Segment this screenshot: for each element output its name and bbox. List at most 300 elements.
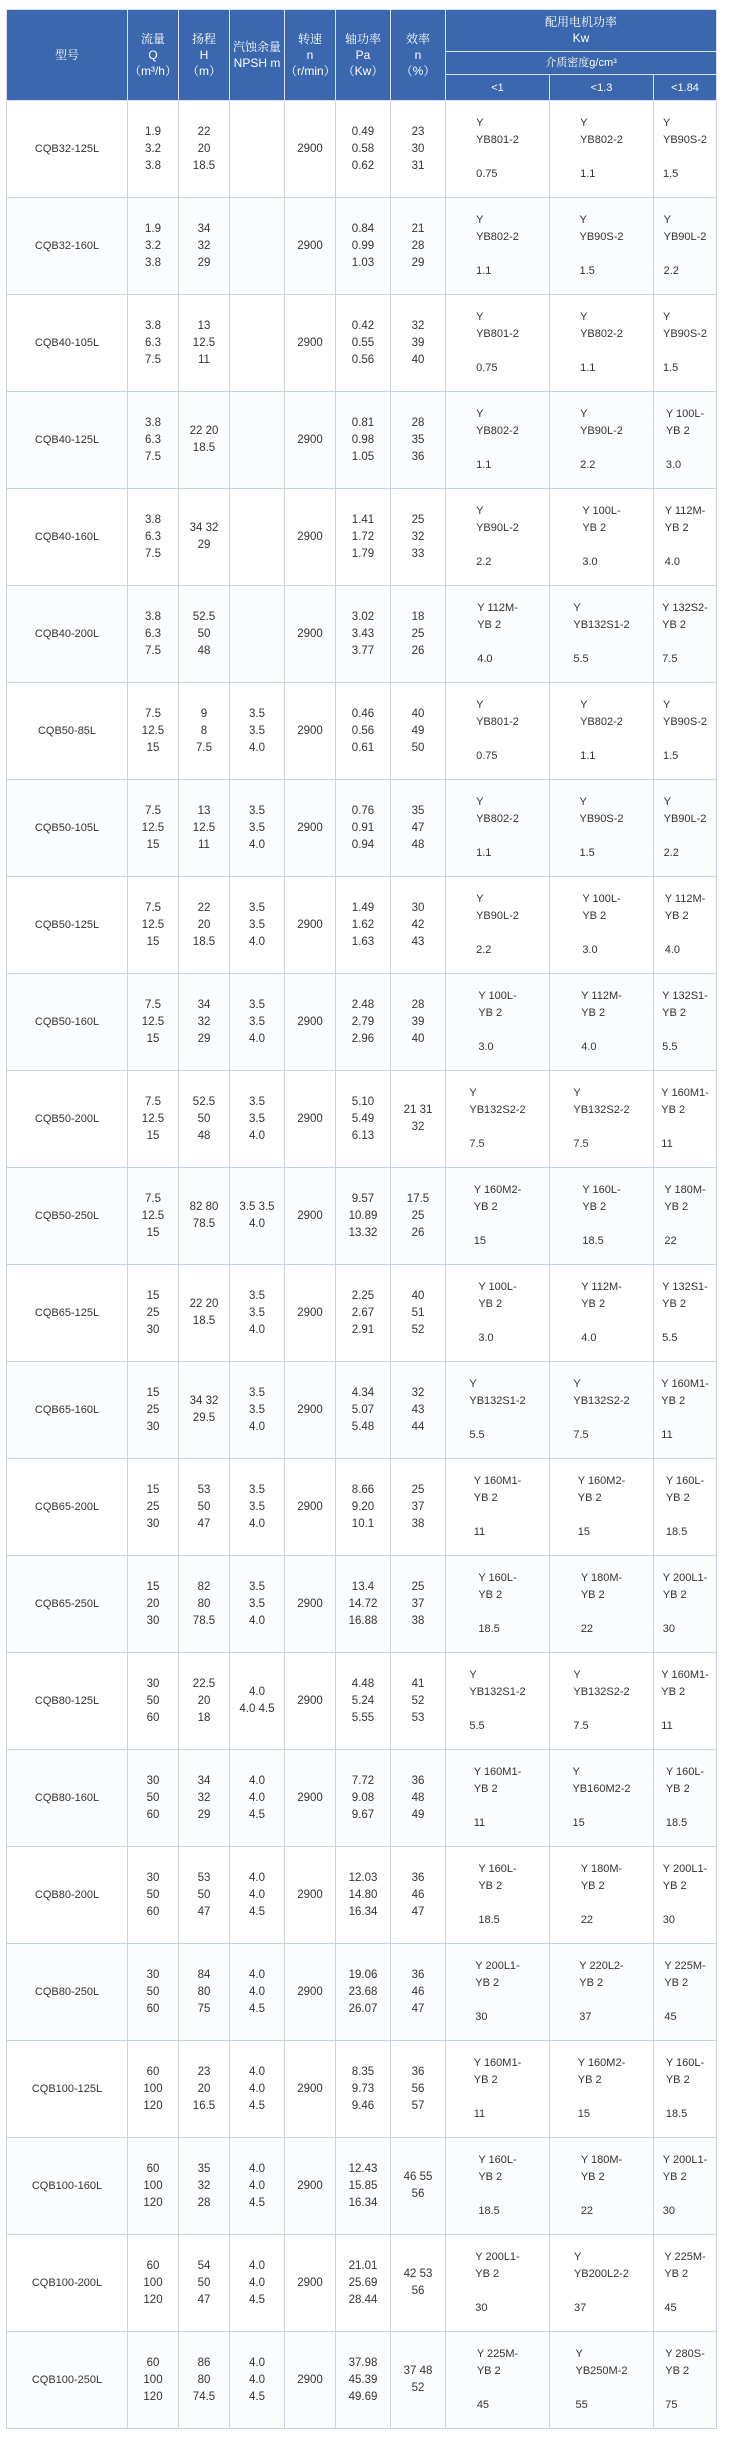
- cell-motor-density-lt-1: [446, 1168, 550, 1265]
- cell-motor-density-lt-1-84: [654, 683, 717, 780]
- cell-motor-density-lt-1-84: [654, 780, 717, 877]
- cell-shaft-power: 8.35 9.73 9.46: [336, 2041, 391, 2138]
- motor-model-text: Y 280S- YB 2 75: [665, 2348, 705, 2411]
- cell-shaft-power: 0.84 0.99 1.03: [336, 198, 391, 295]
- cell-motor-density-lt-1-84: [654, 392, 717, 489]
- motor-model-text: Y 160M1- YB 2 11: [473, 1766, 522, 1829]
- cell-motor-density-lt-1-3: [550, 780, 654, 877]
- cell-efficiency: 17.5 25 26: [391, 1168, 446, 1265]
- motor-model-text: CQB65-160L: [34, 1403, 100, 1416]
- cell-speed: 2900: [285, 1653, 336, 1750]
- motor-model-text: Y 200L1- YB 2 30: [475, 1960, 520, 2023]
- cell-efficiency: 25 32 33: [391, 489, 446, 586]
- cell-motor-density-lt-1-84: [654, 101, 717, 198]
- cell-motor-density-lt-1-3: [550, 877, 654, 974]
- cell-motor-density-lt-1: [446, 489, 550, 586]
- header-motor-power-unit: Kw: [572, 31, 590, 46]
- cell-motor-density-lt-1-3: [550, 1265, 654, 1362]
- table-row: [7, 1362, 717, 1459]
- cell-shaft-power: 1.49 1.62 1.63: [336, 877, 391, 974]
- cell-head: 34 32 29.5: [179, 1362, 230, 1459]
- cell-speed: 2900: [285, 1265, 336, 1362]
- motor-model-text: Y 112M- YB 2 4.0: [581, 1281, 622, 1344]
- cell-efficiency: 40 49 50: [391, 683, 446, 780]
- cell-speed: 2900: [285, 1944, 336, 2041]
- motor-model-text: Y YB802-2 1.1: [580, 311, 623, 374]
- cell-speed: 2900: [285, 1459, 336, 1556]
- cell-npsh: 3.5 3.5 4.0: [230, 974, 285, 1071]
- cell-speed: 2900: [285, 877, 336, 974]
- table-row: [7, 295, 717, 392]
- motor-model-text: Y 200L1- YB 2 30: [662, 1863, 708, 1926]
- cell-speed: 2900: [285, 198, 336, 295]
- table-row: [7, 1556, 717, 1653]
- cell-speed: 2900: [285, 2235, 336, 2332]
- cell-efficiency: 36 56 57: [391, 2041, 446, 2138]
- cell-shaft-power: 3.02 3.43 3.77: [336, 586, 391, 683]
- cell-model: [7, 2235, 128, 2332]
- cell-motor-density-lt-1: [446, 2332, 550, 2429]
- motor-model-text: Y 100L- YB 2 3.0: [478, 1281, 517, 1344]
- motor-model-text: Y YB90L-2 2.2: [476, 505, 519, 568]
- cell-motor-density-lt-1-84: [654, 974, 717, 1071]
- motor-model-text: Y YB90L-2 2.2: [580, 408, 623, 471]
- cell-npsh: 4.0 4.0 4.5: [230, 2138, 285, 2235]
- motor-model-text: Y YB90L-2 2.2: [476, 893, 519, 956]
- cell-motor-density-lt-1-3: [550, 1847, 654, 1944]
- header-motor-power: [446, 10, 717, 52]
- motor-model-text: Y YB132S2-2 7.5: [573, 1669, 630, 1732]
- cell-head: 34 32 29: [179, 1750, 230, 1847]
- cell-npsh: 3.5 3.5 4.0: [230, 1459, 285, 1556]
- cell-head: 53 50 47: [179, 1459, 230, 1556]
- motor-model-text: Y 180M- YB 2 22: [664, 1184, 706, 1247]
- motor-model-text: Y 180M- YB 2 22: [580, 2154, 623, 2217]
- motor-model-text: Y 132S1- YB 2 5.5: [662, 1281, 708, 1344]
- cell-model: [7, 2041, 128, 2138]
- motor-model-text: CQB32-125L: [34, 142, 100, 155]
- motor-model-text: Y 132S1- YB 2 5.5: [662, 990, 708, 1053]
- cell-head: 35 32 28: [179, 2138, 230, 2235]
- cell-model: [7, 1750, 128, 1847]
- cell-model: [7, 489, 128, 586]
- motor-model-text: Y YB132S2-2 7.5: [573, 1378, 630, 1441]
- cell-model: [7, 101, 128, 198]
- motor-model-text: Y YB132S2-2 7.5: [469, 1087, 526, 1150]
- cell-efficiency: 40 51 52: [391, 1265, 446, 1362]
- cell-npsh: [230, 198, 285, 295]
- motor-model-text: Y 160L- YB 2 18.5: [665, 2057, 705, 2120]
- header-head: 扬程 H （m）: [179, 10, 230, 101]
- cell-flow: 15 25 30: [128, 1265, 179, 1362]
- cell-model: [7, 1071, 128, 1168]
- cell-efficiency: 32 39 40: [391, 295, 446, 392]
- cell-shaft-power: 0.81 0.98 1.05: [336, 392, 391, 489]
- motor-model-text: Y YB90S-2 1.5: [663, 117, 708, 180]
- cell-flow: 1.9 3.2 3.8: [128, 198, 179, 295]
- cell-flow: 3.8 6.3 7.5: [128, 586, 179, 683]
- motor-model-text: CQB65-125L: [34, 1306, 100, 1319]
- table-body: [7, 101, 717, 2429]
- cell-motor-density-lt-1: [446, 1944, 550, 2041]
- cell-model: [7, 683, 128, 780]
- cell-motor-density-lt-1-84: [654, 198, 717, 295]
- motor-model-text: Y 160M1- YB 2 11: [473, 2057, 522, 2120]
- table-row: [7, 974, 717, 1071]
- cell-motor-density-lt-1-84: [654, 489, 717, 586]
- cell-flow: 15 25 30: [128, 1362, 179, 1459]
- table-row: [7, 2332, 717, 2429]
- cell-speed: 2900: [285, 1362, 336, 1459]
- motor-model-text: CQB50-125L: [34, 918, 100, 931]
- cell-shaft-power: 37.98 45.39 49.69: [336, 2332, 391, 2429]
- motor-model-text: Y 112M- YB 2 4.0: [477, 602, 518, 665]
- cell-motor-density-lt-1-84: [654, 2332, 717, 2429]
- cell-model: [7, 2332, 128, 2429]
- cell-shaft-power: 0.49 0.58 0.62: [336, 101, 391, 198]
- cell-flow: 15 20 30: [128, 1556, 179, 1653]
- cell-head: 53 50 47: [179, 1847, 230, 1944]
- motor-model-text: Y YB90S-2 1.5: [579, 214, 624, 277]
- motor-model-text: Y 100L- YB 2 3.0: [665, 408, 705, 471]
- cell-speed: 2900: [285, 2041, 336, 2138]
- table-row: [7, 1265, 717, 1362]
- cell-motor-density-lt-1-84: [654, 1653, 717, 1750]
- motor-model-text: Y 100L- YB 2 3.0: [582, 505, 621, 568]
- cell-motor-density-lt-1-3: [550, 1653, 654, 1750]
- cell-flow: 1.9 3.2 3.8: [128, 101, 179, 198]
- cell-shaft-power: 0.76 0.91 0.94: [336, 780, 391, 877]
- cell-npsh: [230, 392, 285, 489]
- cell-motor-density-lt-1-84: [654, 1459, 717, 1556]
- motor-model-text: Y 160L- YB 2 18.5: [478, 1863, 517, 1926]
- cell-motor-density-lt-1-84: [654, 2138, 717, 2235]
- cell-model: [7, 1944, 128, 2041]
- cell-motor-density-lt-1-84: [654, 1944, 717, 2041]
- cell-shaft-power: 4.48 5.24 5.55: [336, 1653, 391, 1750]
- cell-head: 22 20 18.5: [179, 877, 230, 974]
- header-density: 介质密度g/cm³: [446, 51, 717, 75]
- motor-model-text: CQB100-250L: [31, 2373, 103, 2386]
- cell-model: [7, 1653, 128, 1750]
- motor-model-text: Y 160M2- YB 2 15: [577, 1475, 626, 1538]
- cell-model: [7, 974, 128, 1071]
- cell-model: [7, 1847, 128, 1944]
- motor-model-text: CQB65-200L: [34, 1500, 100, 1513]
- cell-shaft-power: 2.25 2.67 2.91: [336, 1265, 391, 1362]
- cell-motor-density-lt-1-84: [654, 1362, 717, 1459]
- motor-model-text: Y YB90L-2 2.2: [663, 214, 707, 277]
- cell-motor-density-lt-1-3: [550, 295, 654, 392]
- cell-shaft-power: 0.42 0.55 0.56: [336, 295, 391, 392]
- header-shaft-power: 轴功率 Pa （Kw）: [336, 10, 391, 101]
- cell-flow: 30 50 60: [128, 1944, 179, 2041]
- table-row: [7, 198, 717, 295]
- cell-motor-density-lt-1-3: [550, 2332, 654, 2429]
- table-row: [7, 101, 717, 198]
- cell-flow: 60 100 120: [128, 2235, 179, 2332]
- table-row: [7, 1750, 717, 1847]
- cell-motor-density-lt-1: [446, 1653, 550, 1750]
- motor-model-text: CQB50-160L: [34, 1015, 100, 1028]
- cell-model: [7, 1362, 128, 1459]
- cell-motor-density-lt-1: [446, 198, 550, 295]
- motor-model-text: CQB80-125L: [34, 1694, 100, 1707]
- cell-motor-density-lt-1-84: [654, 2235, 717, 2332]
- cell-motor-density-lt-1: [446, 1847, 550, 1944]
- cell-motor-density-lt-1-84: [654, 1071, 717, 1168]
- table-row: [7, 683, 717, 780]
- motor-model-text: Y 200L1- YB 2 30: [475, 2251, 520, 2314]
- motor-model-text: CQB80-250L: [34, 1985, 100, 1998]
- motor-model-text: Y YB802-2 1.1: [476, 796, 519, 859]
- cell-motor-density-lt-1-84: [654, 1556, 717, 1653]
- motor-model-text: Y YB132S1-2 5.5: [469, 1378, 526, 1441]
- cell-motor-density-lt-1-84: [654, 1168, 717, 1265]
- motor-model-text: Y YB802-2 1.1: [580, 117, 623, 180]
- motor-model-text: Y 132S2- YB 2 7.5: [662, 602, 708, 665]
- cell-flow: 15 25 30: [128, 1459, 179, 1556]
- cell-head: 22 20 18.5: [179, 1265, 230, 1362]
- motor-model-text: Y YB160M2-2 15: [572, 1766, 631, 1829]
- motor-model-text: Y 225M- YB 2 45: [476, 2348, 519, 2411]
- cell-motor-density-lt-1-3: [550, 2041, 654, 2138]
- cell-motor-density-lt-1: [446, 877, 550, 974]
- cell-shaft-power: 1.41 1.72 1.79: [336, 489, 391, 586]
- cell-speed: 2900: [285, 101, 336, 198]
- motor-model-text: Y 112M- YB 2 4.0: [664, 893, 706, 956]
- motor-model-text: Y 112M- YB 2 4.0: [664, 505, 706, 568]
- header-flow: 流量 Q （m³/h）: [128, 10, 179, 101]
- cell-speed: 2900: [285, 780, 336, 877]
- cell-model: [7, 1168, 128, 1265]
- motor-model-text: Y 160L- YB 2 18.5: [665, 1475, 705, 1538]
- motor-model-text: Y YB132S2-2 7.5: [573, 1087, 630, 1150]
- motor-model-text: CQB50-85L: [37, 724, 97, 737]
- cell-motor-density-lt-1: [446, 1071, 550, 1168]
- cell-motor-density-lt-1-84: [654, 2041, 717, 2138]
- motor-model-text: Y YB90S-2 1.5: [663, 699, 708, 762]
- cell-motor-density-lt-1: [446, 586, 550, 683]
- cell-speed: 2900: [285, 1556, 336, 1653]
- motor-model-text: CQB65-250L: [34, 1597, 100, 1610]
- cell-motor-density-lt-1-3: [550, 1556, 654, 1653]
- motor-model-text: Y YB801-2 0.75: [476, 117, 519, 180]
- table-row: [7, 1168, 717, 1265]
- cell-flow: 7.5 12.5 15: [128, 1071, 179, 1168]
- cell-speed: 2900: [285, 974, 336, 1071]
- motor-model-text: CQB100-125L: [31, 2082, 103, 2095]
- cell-flow: 7.5 12.5 15: [128, 974, 179, 1071]
- cell-motor-density-lt-1: [446, 101, 550, 198]
- cell-npsh: 3.5 3.5 4.0: [230, 1265, 285, 1362]
- cell-head: 9 8 7.5: [179, 683, 230, 780]
- header-speed: 转速 n （r/min）: [285, 10, 336, 101]
- cell-npsh: 4.0 4.0 4.5: [230, 1944, 285, 2041]
- motor-model-text: Y YB801-2 0.75: [476, 699, 519, 762]
- table-row: [7, 1847, 717, 1944]
- cell-head: 52.5 50 48: [179, 586, 230, 683]
- motor-model-text: Y 100L- YB 2 3.0: [478, 990, 517, 1053]
- motor-model-text: Y 160L- YB 2 18.5: [478, 2154, 517, 2217]
- cell-npsh: 4.0 4.0 4.5: [230, 1750, 285, 1847]
- header-motor-power-title: 配用电机功率: [545, 15, 618, 30]
- cell-shaft-power: 12.43 15.85 16.34: [336, 2138, 391, 2235]
- cell-model: [7, 1459, 128, 1556]
- cell-motor-density-lt-1-3: [550, 2235, 654, 2332]
- cell-motor-density-lt-1-84: [654, 295, 717, 392]
- cell-motor-density-lt-1: [446, 1362, 550, 1459]
- cell-head: 22 20 18.5: [179, 101, 230, 198]
- motor-model-text: Y YB250M-2 55: [575, 2348, 628, 2411]
- table-row: [7, 877, 717, 974]
- cell-motor-density-lt-1-3: [550, 2138, 654, 2235]
- motor-model-text: Y 160L- YB 2 18.5: [665, 1766, 705, 1829]
- cell-speed: 2900: [285, 1847, 336, 1944]
- cell-flow: 3.8 6.3 7.5: [128, 295, 179, 392]
- motor-model-text: Y 225M- YB 2 45: [664, 2251, 706, 2314]
- cell-head: 13 12.5 11: [179, 780, 230, 877]
- table-row: [7, 780, 717, 877]
- motor-model-text: Y 180M- YB 2 22: [580, 1863, 623, 1926]
- cell-shaft-power: 2.48 2.79 2.96: [336, 974, 391, 1071]
- cell-model: [7, 1556, 128, 1653]
- cell-head: 34 32 29: [179, 974, 230, 1071]
- cell-speed: 2900: [285, 2332, 336, 2429]
- cell-efficiency: 37 48 52: [391, 2332, 446, 2429]
- motor-model-text: Y YB132S1-2 5.5: [573, 602, 630, 665]
- cell-efficiency: 42 53 56: [391, 2235, 446, 2332]
- cell-head: 23 20 16.5: [179, 2041, 230, 2138]
- motor-model-text: CQB80-160L: [34, 1791, 100, 1804]
- cell-model: [7, 2138, 128, 2235]
- cell-efficiency: 23 30 31: [391, 101, 446, 198]
- motor-model-text: CQB50-200L: [34, 1112, 100, 1125]
- cell-model: [7, 295, 128, 392]
- header-model: 型号: [7, 10, 128, 101]
- cell-head: 54 50 47: [179, 2235, 230, 2332]
- cell-motor-density-lt-1-3: [550, 1362, 654, 1459]
- motor-model-text: Y 160M1- YB 2 11: [473, 1475, 522, 1538]
- motor-model-text: Y YB90S-2 1.5: [579, 796, 624, 859]
- cell-efficiency: 41 52 53: [391, 1653, 446, 1750]
- cell-motor-density-lt-1: [446, 295, 550, 392]
- table-row: [7, 2235, 717, 2332]
- cell-head: 22 20 18.5: [179, 392, 230, 489]
- cell-head: 82 80 78.5: [179, 1556, 230, 1653]
- motor-model-text: CQB40-105L: [34, 336, 100, 349]
- motor-model-text: CQB40-125L: [34, 433, 100, 446]
- cell-motor-density-lt-1-3: [550, 683, 654, 780]
- cell-shaft-power: 12.03 14.80 16.34: [336, 1847, 391, 1944]
- cell-efficiency: 28 35 36: [391, 392, 446, 489]
- cell-head: 34 32 29: [179, 198, 230, 295]
- cell-npsh: 4.0 4.0 4.5: [230, 1847, 285, 1944]
- cell-motor-density-lt-1: [446, 2041, 550, 2138]
- cell-speed: 2900: [285, 295, 336, 392]
- cell-npsh: [230, 489, 285, 586]
- cell-speed: 2900: [285, 1750, 336, 1847]
- table-row: [7, 2041, 717, 2138]
- table-row: [7, 392, 717, 489]
- cell-shaft-power: 8.66 9.20 10.1: [336, 1459, 391, 1556]
- cell-motor-density-lt-1-84: [654, 586, 717, 683]
- motor-model-text: CQB40-160L: [34, 530, 100, 543]
- cell-flow: 60 100 120: [128, 2138, 179, 2235]
- cell-motor-density-lt-1-3: [550, 489, 654, 586]
- cell-efficiency: 35 47 48: [391, 780, 446, 877]
- cell-npsh: 4.0 4.0 4.5: [230, 2235, 285, 2332]
- cell-motor-density-lt-1: [446, 1556, 550, 1653]
- header-density-lt-1-84: <1.84: [654, 75, 717, 101]
- cell-flow: 7.5 12.5 15: [128, 877, 179, 974]
- motor-model-text: Y 100L- YB 2 3.0: [582, 893, 621, 956]
- cell-flow: 3.8 6.3 7.5: [128, 392, 179, 489]
- header-density-lt-1-3: <1.3: [550, 75, 654, 101]
- table-row: [7, 1071, 717, 1168]
- motor-model-text: CQB100-200L: [31, 2276, 103, 2289]
- cell-flow: 7.5 12.5 15: [128, 1168, 179, 1265]
- table-row: [7, 1459, 717, 1556]
- cell-motor-density-lt-1-3: [550, 1944, 654, 2041]
- cell-npsh: 4.0 4.0 4.5: [230, 2332, 285, 2429]
- cell-motor-density-lt-1: [446, 683, 550, 780]
- cell-npsh: 3.5 3.5 4.0: [230, 1362, 285, 1459]
- cell-shaft-power: 7.72 9.08 9.67: [336, 1750, 391, 1847]
- cell-efficiency: 28 39 40: [391, 974, 446, 1071]
- table-header: [7, 10, 717, 101]
- cell-shaft-power: 21.01 25.69 28.44: [336, 2235, 391, 2332]
- cell-npsh: [230, 586, 285, 683]
- cell-motor-density-lt-1: [446, 2138, 550, 2235]
- cell-shaft-power: 4.34 5.07 5.48: [336, 1362, 391, 1459]
- cell-model: [7, 392, 128, 489]
- cell-flow: 60 100 120: [128, 2041, 179, 2138]
- cell-npsh: 3.5 3.5 4.0: [230, 1168, 285, 1265]
- cell-speed: 2900: [285, 2138, 336, 2235]
- cell-motor-density-lt-1-3: [550, 1168, 654, 1265]
- cell-head: 52.5 50 48: [179, 1071, 230, 1168]
- motor-model-text: Y 200L1- YB 2 30: [662, 2154, 708, 2217]
- cell-speed: 2900: [285, 1071, 336, 1168]
- header-density-lt-1: <1: [446, 75, 550, 101]
- motor-model-text: Y 160M2- YB 2 15: [577, 2057, 626, 2120]
- cell-efficiency: 36 46 47: [391, 1847, 446, 1944]
- cell-efficiency: 30 42 43: [391, 877, 446, 974]
- cell-motor-density-lt-1: [446, 1459, 550, 1556]
- cell-npsh: 3.5 3.5 4.0: [230, 780, 285, 877]
- motor-model-text: CQB50-250L: [34, 1209, 100, 1222]
- cell-flow: 7.5 12.5 15: [128, 683, 179, 780]
- cell-efficiency: 21 28 29: [391, 198, 446, 295]
- motor-model-text: Y 160M1- YB 2 11: [661, 1378, 709, 1441]
- motor-model-text: CQB100-160L: [31, 2179, 103, 2192]
- motor-model-text: Y YB802-2 1.1: [476, 214, 519, 277]
- motor-model-text: Y YB90L-2 2.2: [663, 796, 707, 859]
- cell-model: [7, 1265, 128, 1362]
- cell-motor-density-lt-1-84: [654, 1750, 717, 1847]
- cell-flow: 3.8 6.3 7.5: [128, 489, 179, 586]
- motor-model-text: Y 160M1- YB 2 11: [661, 1669, 709, 1732]
- cell-motor-density-lt-1-3: [550, 974, 654, 1071]
- cell-npsh: 4.0 4.0 4.5: [230, 2041, 285, 2138]
- cell-speed: 2900: [285, 683, 336, 780]
- cell-model: [7, 877, 128, 974]
- cell-npsh: 4.0 4.0 4.5: [230, 1653, 285, 1750]
- table-row: [7, 489, 717, 586]
- cell-speed: 2900: [285, 1168, 336, 1265]
- motor-model-text: Y YB132S1-2 5.5: [469, 1669, 526, 1732]
